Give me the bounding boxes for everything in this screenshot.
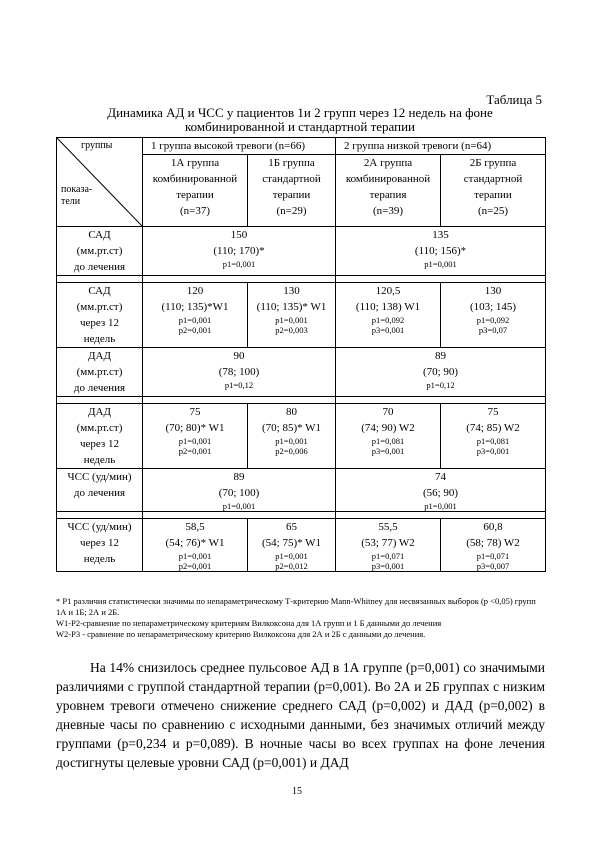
subgroup-text: 2А группа [363, 157, 413, 169]
p-value: p1=0,12 [426, 380, 455, 390]
p-value: p1=0,001 [275, 551, 308, 561]
median-value: 58,5 [185, 521, 205, 533]
corner-indicators-label [61, 184, 92, 208]
median-value: 89 [435, 350, 447, 362]
p-value: p1=0,071 [476, 551, 510, 561]
median-value: 65 [286, 521, 297, 533]
median-value: 75 [487, 406, 499, 418]
range-value: (110; 156)* [414, 245, 467, 257]
results-table [56, 137, 546, 572]
range-value: (54; 76)* W1 [165, 537, 225, 549]
range-value: (103; 145) [469, 301, 517, 313]
label-line: недель [83, 454, 116, 466]
label-line: до лечения [73, 382, 126, 394]
cell-1b [248, 519, 336, 572]
label-line: недель [83, 553, 116, 565]
subgroup-text: (n=39) [373, 205, 404, 217]
label-line: (мм.рт.ст) [76, 422, 123, 434]
p-value: p1=0,092 [371, 315, 405, 325]
group-header-2: 2 группа низкой тревоги (n=64) [336, 138, 546, 155]
table-row [57, 227, 546, 276]
table-caption [56, 106, 544, 134]
group-2-cell [336, 227, 546, 276]
row-label [57, 404, 143, 469]
label-line: САД [88, 285, 111, 297]
subgroup-2b [441, 155, 546, 227]
table-row [57, 348, 546, 397]
row-label [57, 469, 143, 512]
p-value: p1=0,071 [371, 551, 405, 561]
table-row [57, 469, 546, 512]
label-line: недель [83, 333, 116, 345]
corner-cell [57, 138, 143, 227]
row-label [57, 283, 143, 348]
subgroup-text: комбинированной [345, 173, 431, 185]
range-value: (53; 77) W2 [361, 537, 415, 549]
cell-2b [441, 283, 546, 348]
cell-2b [441, 404, 546, 469]
row-label [57, 227, 143, 276]
subgroup-text: 1А группа [170, 157, 220, 169]
p-value: p1=0,001 [424, 501, 457, 511]
subgroup-text: (n=37) [179, 205, 211, 217]
corner-text: тели [61, 196, 81, 207]
label-line: через 12 [79, 537, 120, 549]
median-value: 130 [484, 285, 502, 297]
median-value: 135 [432, 229, 449, 241]
median-value: 89 [233, 471, 245, 483]
subgroup-text: (n=25) [478, 205, 509, 217]
median-value: 74 [435, 471, 447, 483]
row-spacer [57, 397, 546, 404]
label-line: ДАД [88, 406, 111, 418]
group-2-cell [336, 348, 546, 397]
p-value: p1=0,081 [476, 436, 510, 446]
row-spacer [57, 276, 546, 283]
median-value: 120,5 [375, 285, 401, 297]
median-value: 75 [189, 406, 201, 418]
p-value: p1=0,001 [424, 259, 457, 269]
table-row [57, 519, 546, 572]
label-line: через 12 [79, 317, 120, 329]
label-line: ЧСС (уд/мин) [67, 471, 132, 483]
footnote: * P1 различия статистически значимы по непараметрическому Т-критерию Mann-Whitney для несвязанных выборок (р <0,05) групп 1А и 1Б; 2А и 2Б. [56, 596, 536, 617]
footnote: W2-P3 - сравнение по непараметрическому критерию Вилкоксона для 2А и 2Б с данными до лечения. [56, 629, 426, 639]
label-line: ЧСС (уд/мин) [67, 521, 132, 533]
label-line: до лечения [73, 487, 126, 499]
subgroup-text: стандартной [262, 173, 321, 185]
p-value: p1=0,001 [222, 259, 256, 269]
p-value: p2=0,012 [275, 561, 308, 571]
p-value: p1=0,001 [222, 501, 256, 511]
corner-text: показа- [61, 184, 93, 195]
label-line: (мм.рт.ст) [76, 366, 123, 378]
body-paragraph: На 14% снизилось среднее пульсовое АД в 1А группе (р=0,001) со значимыми различиями с группой стандартной терапии (р=0,001). Во 2А и 2Б группах с низким уровнем тревоги отмечено снижение среднего САД (р=0,002) и ДАД (р=0,002) в дневные часы по сравнению с исходными данными, без значимых отличий между группами (р=0,234 и р=0,089). В ночные часы во всех группах на фоне лечения достигнуты целевые уровни САД (р=0,001) и ДАД [56, 660, 545, 770]
cell-2a [336, 519, 441, 572]
p-value: p1=0,001 [178, 551, 212, 561]
subgroup-text: (n=29) [276, 205, 307, 217]
range-value: (70; 100) [218, 487, 260, 499]
subgroup-1b [248, 155, 336, 227]
table-label: Таблица 5 [486, 92, 542, 107]
subgroup-text: терапии [176, 189, 214, 201]
p-value: p3=0,001 [371, 325, 405, 335]
cell-1b [248, 404, 336, 469]
p-value: p2=0,006 [275, 446, 308, 456]
p-value: p1=0,001 [275, 436, 308, 446]
p-value: p3=0,001 [371, 446, 405, 456]
corner-groups-label: группы [81, 140, 113, 151]
row-label [57, 348, 143, 397]
p-value: p1=0,001 [275, 315, 308, 325]
group-1-cell [143, 348, 336, 397]
caption-line: Динамика АД и ЧСС у пациентов 1и 2 групп через 12 недель на фоне [107, 105, 493, 120]
subgroup-2a [336, 155, 441, 227]
subgroup-text: 2Б группа [469, 157, 517, 169]
p-value: p2=0,001 [178, 446, 212, 456]
subgroup-text: комбинированной [152, 173, 238, 185]
subgroup-text: терапии [474, 189, 512, 201]
median-value: 70 [382, 406, 394, 418]
group-1-cell [143, 227, 336, 276]
range-value: (58; 78) W2 [466, 537, 520, 549]
caption-line: комбинированной и стандартной терапии [184, 119, 415, 134]
range-value: (110; 138) W1 [355, 301, 421, 313]
subgroup-text: стандартной [463, 173, 523, 185]
table-header-row [57, 138, 546, 155]
range-value: (110; 170)* [213, 245, 265, 257]
row-spacer [57, 512, 546, 519]
median-value: 130 [283, 285, 300, 297]
cell-1a [143, 283, 248, 348]
subgroup-text: терапия [369, 189, 407, 201]
range-value: (70; 90) [422, 366, 459, 378]
p-value: p2=0,003 [275, 325, 308, 335]
page-number: 15 [292, 786, 302, 797]
group-header-1: 1 группа высокой тревоги (n=66) [143, 138, 336, 155]
cell-1b [248, 283, 336, 348]
cell-2a [336, 404, 441, 469]
table-row [57, 404, 546, 469]
subgroup-text: терапии [272, 189, 311, 201]
p-value: p3=0,001 [476, 446, 510, 456]
label-line: (мм.рт.ст) [76, 301, 123, 313]
subgroup-text: 1Б группа [268, 157, 315, 169]
p-value: p1=0,081 [371, 436, 405, 446]
table-footnotes [56, 596, 548, 640]
p-value: p1=0,001 [178, 315, 212, 325]
label-line: САД [88, 229, 111, 241]
range-value: (70; 80)* W1 [165, 422, 225, 434]
table-row [57, 283, 546, 348]
row-label [57, 519, 143, 572]
median-value: 150 [230, 229, 248, 241]
median-value: 120 [186, 285, 204, 297]
group-1-cell [143, 469, 336, 512]
label-line: ДАД [88, 350, 111, 362]
p-value: p3=0,001 [371, 561, 405, 571]
range-value: (110; 135)*W1 [161, 301, 229, 313]
label-line: (мм.рт.ст) [76, 245, 123, 257]
label-line: до лечения [73, 261, 126, 273]
p-value: p2=0,001 [178, 561, 212, 571]
median-value: 90 [233, 350, 245, 362]
subgroup-1a [143, 155, 248, 227]
p-value: p3=0,007 [476, 561, 510, 571]
label-line: через 12 [79, 438, 120, 450]
range-value: (54; 75)* W1 [261, 537, 322, 549]
cell-2a [336, 283, 441, 348]
p-value: p1=0,12 [224, 380, 254, 390]
p-value: p1=0,001 [178, 436, 212, 446]
p-value: p1=0,092 [476, 315, 510, 325]
median-value: 80 [286, 406, 297, 418]
p-value: p2=0,001 [178, 325, 212, 335]
cell-1a [143, 519, 248, 572]
p-value: p3=0,07 [478, 325, 508, 335]
cell-1a [143, 404, 248, 469]
median-value: 55,5 [378, 521, 398, 533]
range-value: (70; 85)* W1 [261, 422, 322, 434]
range-value: (74; 85) W2 [466, 422, 520, 434]
range-value: (56; 90) [422, 487, 459, 499]
range-value: (78; 100) [218, 366, 260, 378]
median-value: 60,8 [483, 521, 503, 533]
group-2-cell [336, 469, 546, 512]
range-value: (110; 135)* W1 [256, 301, 327, 313]
footnote: W1-P2-сравнение по непараметрическому критериям Вилкоксона для 1А групп и 1 Б данными до лечения [56, 618, 442, 628]
range-value: (74; 90) W2 [361, 422, 415, 434]
cell-2b [441, 519, 546, 572]
